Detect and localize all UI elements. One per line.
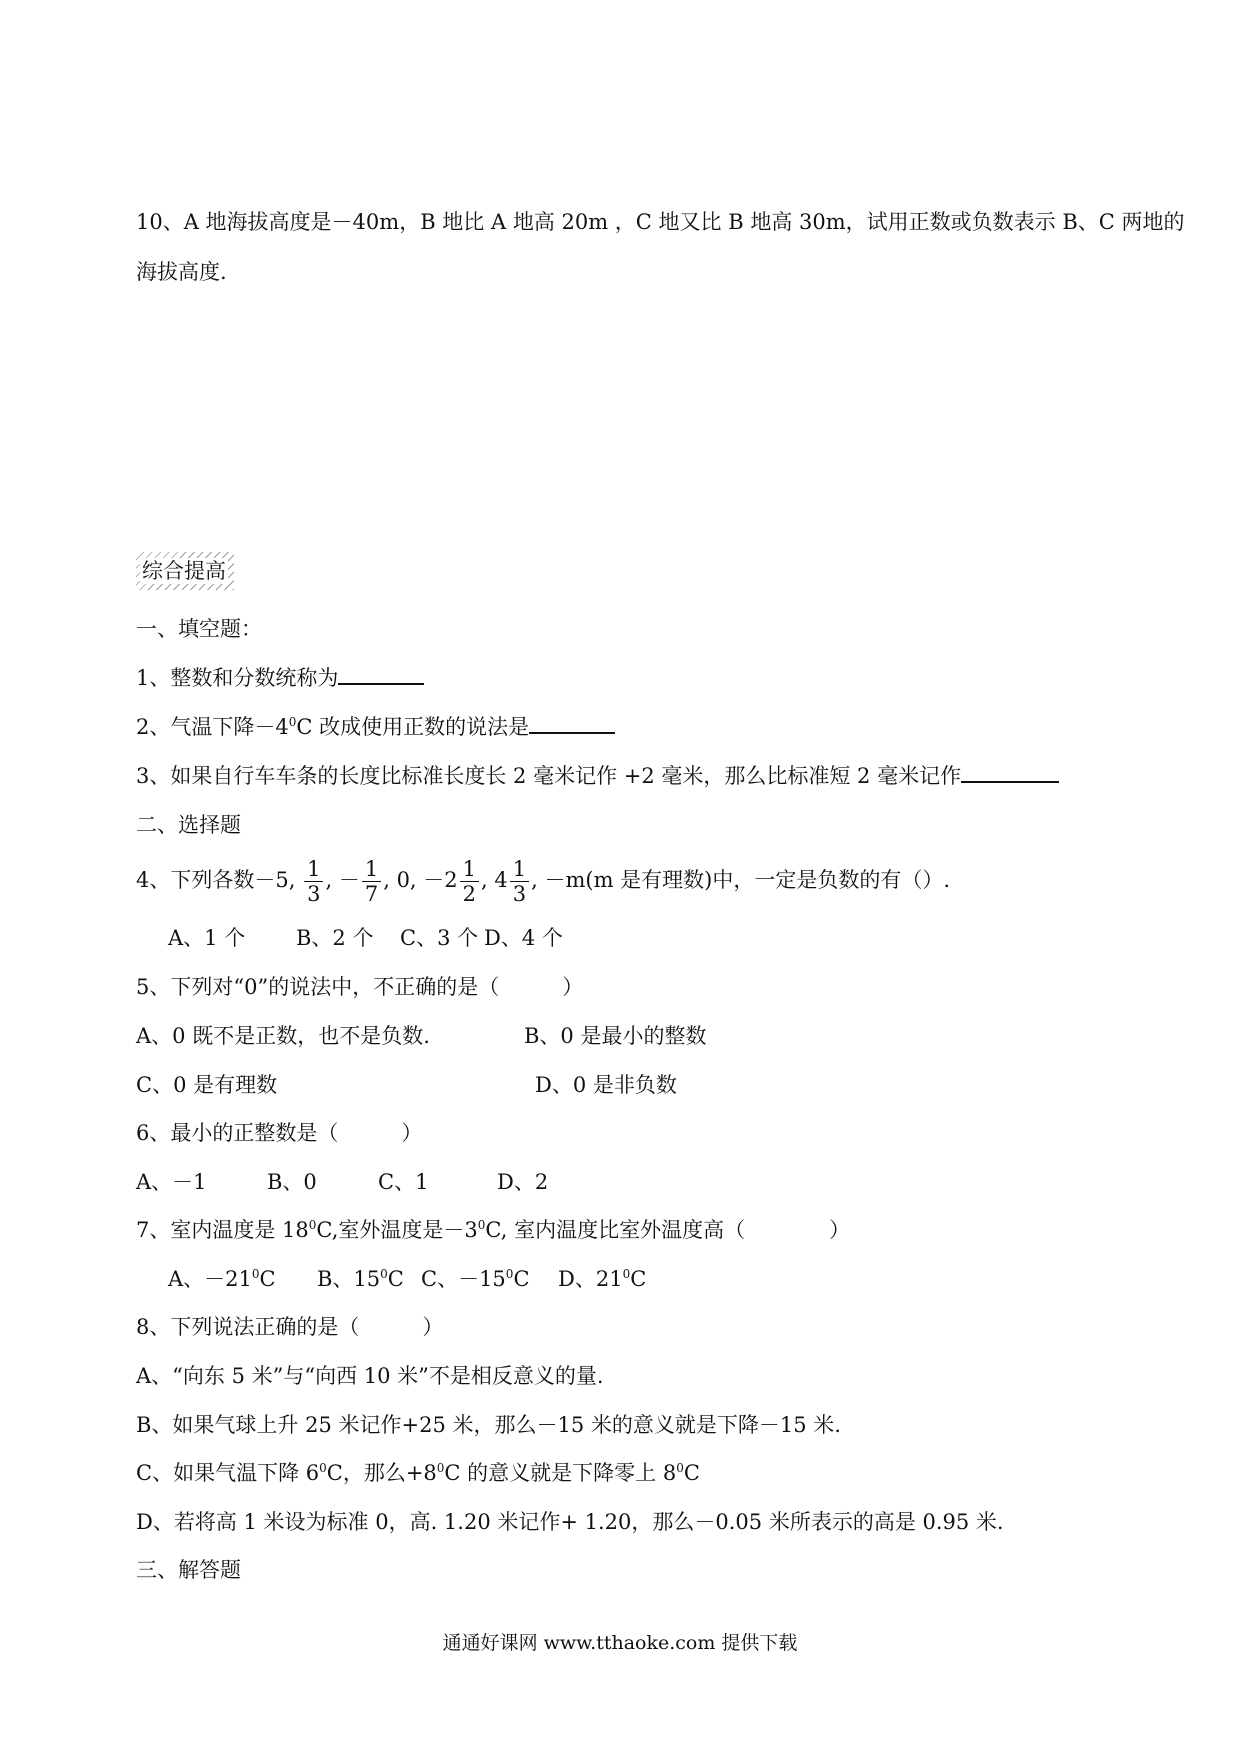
q1-blank: [338, 665, 424, 685]
q4: [136, 852, 950, 908]
q6-option-c: C、1: [378, 1170, 429, 1194]
q4-fraction-2: $\frac{1}{7}$: [362, 857, 381, 906]
q2-degree: 0: [288, 715, 297, 729]
q7-stem-a: 7、室内温度是 18: [136, 1218, 309, 1242]
q4-option-a: A、1 个: [168, 926, 246, 950]
q8-c-degree-2: 0: [436, 1461, 445, 1475]
q8-c-a: C、如果气温下降 6: [136, 1461, 320, 1485]
q5-option-c: C、0 是有理数: [136, 1073, 278, 1097]
q6-option-d: D、2: [497, 1170, 549, 1194]
q2-blank: [529, 714, 615, 734]
q4-prefix: 4、下列各数－5,: [136, 868, 296, 892]
q3: [136, 762, 1059, 790]
q4-sep: ,: [325, 868, 333, 892]
q7-option-a: A、$-21^0C$: [168, 1267, 276, 1291]
q8-c-b: C，那么+8: [326, 1461, 437, 1485]
q7-degree-1: 0: [308, 1218, 317, 1232]
q3-text: 3、如果自行车车条的长度比标准长度长 2 毫米记作 +2 毫米，那么比标准短 2 毫米记作: [136, 764, 962, 788]
q6-option-a: A、－1: [136, 1170, 207, 1194]
q2-text-a: 2、气温下降－4: [136, 715, 289, 739]
q6-stem: 6、最小的正整数是（ ）: [136, 1121, 423, 1145]
q8-c-degree-1: 0: [319, 1461, 327, 1475]
q10-line1: 10、A 地海拔高度是－40m，B 地比 A 地高 20m ，C 地又比 B 地高 30m，试用正数或负数表示 B、C 两地的: [136, 210, 1185, 234]
part1-title: 一、填空题：: [136, 617, 262, 641]
q4-option-b: B、2 个: [296, 926, 374, 950]
q4-mid: , 0, －2: [383, 868, 458, 892]
section-heading-box: [136, 552, 234, 590]
q8-option-d: D、若将高 1 米设为标准 0，高. 1.20 米记作+ 1.20，那么－0.05 米所表示的高是 0.95 米.: [136, 1510, 1004, 1534]
q4-option-d: D、4 个: [484, 926, 563, 950]
q7-options: [168, 1265, 646, 1293]
q8-option-b: B、如果气球上升 25 米记作+25 米，那么－15 米的意义就是下降－15 米.: [136, 1413, 841, 1437]
part3-title: 三、解答题: [136, 1558, 241, 1582]
q5-stem: 5、下列对“0”的说法中，不正确的是（ ）: [136, 975, 584, 999]
part2-title: 二、选择题: [136, 813, 241, 837]
q4-option-c: C、3 个: [400, 926, 479, 950]
q7-option-b: B、$15^0C$: [317, 1267, 404, 1291]
q8-c-degree-3: 0: [676, 1461, 684, 1475]
q5-option-a: A、0 既不是正数，也不是负数.: [136, 1024, 430, 1048]
q4-mid2: , 4: [481, 868, 508, 892]
q1-text: 1、整数和分数统称为: [136, 666, 339, 690]
q7-stem: [136, 1216, 850, 1244]
q7-option-c: C、$-15^0C$: [421, 1267, 530, 1291]
q8-c-c: C 的意义就是下降零上 8: [444, 1461, 677, 1485]
q2: [136, 713, 615, 741]
footer: 通通好课网 www.tthaoke.com 提供下载: [442, 1632, 798, 1654]
q3-blank: [961, 763, 1059, 783]
q8-option-a: A、“向东 5 米”与“向西 10 米”不是相反意义的量.: [136, 1364, 604, 1388]
q4-options: [168, 924, 563, 952]
q4-fraction-3: $\frac{1}{2}$: [460, 857, 479, 906]
q5-option-b: B、0 是最小的整数: [524, 1024, 707, 1048]
q4-suffix: , －m(m 是有理数)中，一定是负数的有（）.: [531, 868, 951, 892]
q10-line2: 海拔高度.: [136, 260, 227, 284]
q1: [136, 664, 424, 692]
q4-fraction-1: $\frac{1}{3}$: [304, 857, 323, 906]
q6-option-b: B、0: [267, 1170, 317, 1194]
q8-stem: 8、下列说法正确的是（ ）: [136, 1315, 444, 1339]
q6-options: [136, 1168, 548, 1196]
q5-row1: [136, 1022, 706, 1050]
q7-option-d: D、$21^0C$: [558, 1267, 647, 1291]
q5-row2: [136, 1071, 677, 1099]
q5-option-d: D、0 是非负数: [535, 1073, 677, 1097]
q7-stem-c: C, 室内温度比室外温度高（ ）: [485, 1218, 851, 1242]
q8-option-c: [136, 1459, 700, 1487]
q4-neg: －: [338, 868, 360, 892]
q8-c-d: C: [683, 1461, 700, 1485]
q4-fraction-4: $\frac{1}{3}$: [510, 857, 529, 906]
q7-stem-b: C,室外温度是－3: [316, 1218, 478, 1242]
q2-text-b: C 改成使用正数的说法是: [296, 715, 530, 739]
section-heading: 综合提高: [142, 559, 226, 583]
q7-degree-2: 0: [477, 1218, 486, 1232]
